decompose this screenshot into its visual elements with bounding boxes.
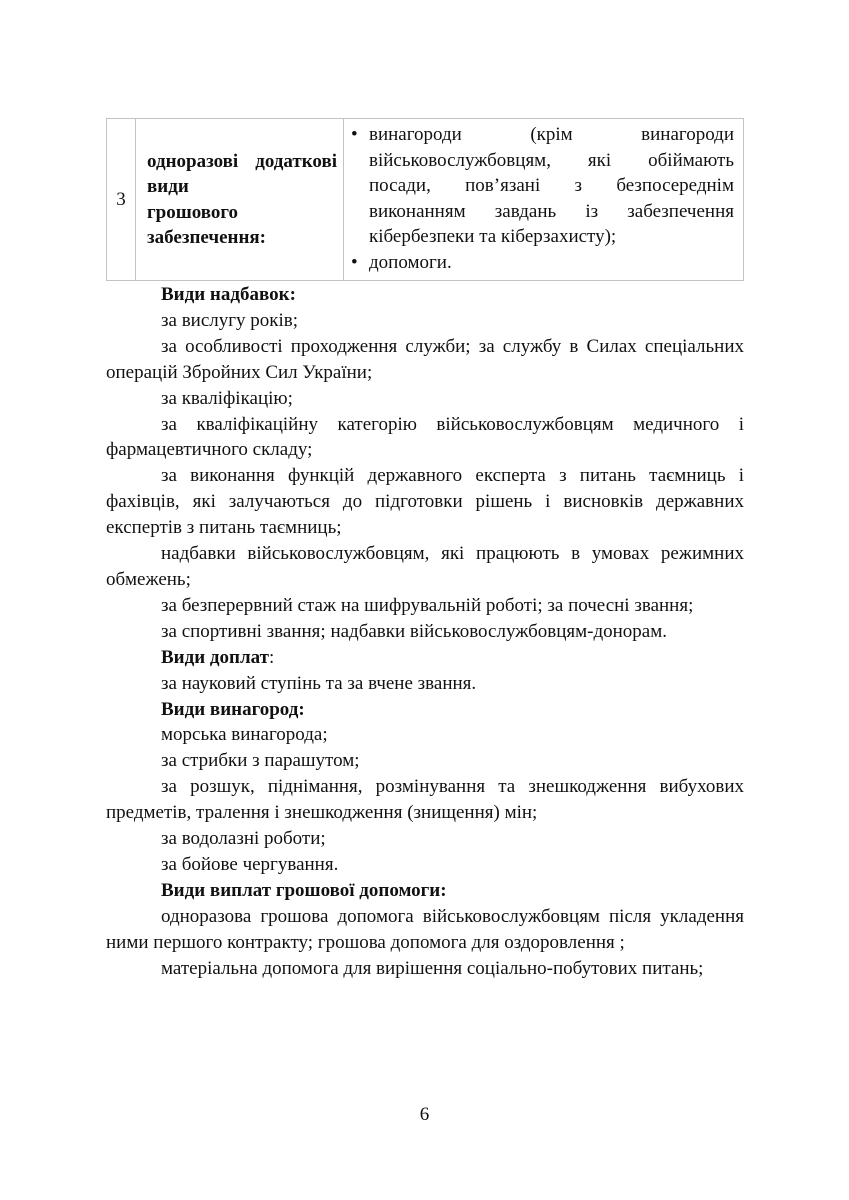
document-body xyxy=(106,282,744,981)
list-item xyxy=(351,122,734,250)
page-number: 6 xyxy=(419,1104,430,1125)
bullet-icon: • xyxy=(351,251,358,273)
table-row xyxy=(107,119,744,281)
section-heading: Види виплат грошової допомоги: xyxy=(161,879,447,901)
row-description xyxy=(344,119,744,281)
paragraph: за спортивні звання; надбавки військовослужбовцям-донорам. xyxy=(161,620,668,642)
bullet-icon: • xyxy=(351,124,358,145)
paragraph: одноразова грошова допомога військовослужбовцям після укладення ними першого контракту; грошова допомога для оздоровлення ; xyxy=(106,905,744,953)
row-title xyxy=(136,119,344,281)
paragraph: за особливості проходження служби; за службу в Силах спеціальних операцій Збройних Сил України; xyxy=(106,335,744,383)
section-heading-line xyxy=(106,645,744,671)
paragraph: за стрибки з парашутом; xyxy=(161,750,360,772)
bullet-text: винагороди (крім винагороди військовослужбовцям, які обіймають посади, пов’язані з безпосереднім виконанням завдань із забезпечення кібербезпеки та кіберзахисту); xyxy=(369,124,734,247)
paragraph: за бойове чергування. xyxy=(161,853,339,875)
paragraph: за водолазні роботи; xyxy=(161,828,326,850)
paragraph: матеріальна допомога для вирішення соціально-побутових питань; xyxy=(161,957,704,979)
allowance-table xyxy=(106,118,744,281)
row-number: 3 xyxy=(107,119,136,281)
paragraph: за розшук, піднімання, розмінування та знешкодження вибухових предметів, тралення і знешкодження (знищення) мін; xyxy=(106,776,744,824)
row-title-line: одноразові додаткові види xyxy=(147,150,337,197)
paragraph: за кваліфікаційну категорію військовослужбовцям медичного і фармацевтичного складу; xyxy=(106,413,744,461)
bullet-text: допомоги. xyxy=(369,251,452,273)
paragraph: за вислугу років; xyxy=(161,309,299,331)
paragraph: за науковий ступінь та за вчене звання. xyxy=(161,672,477,694)
row-title-line: грошового забезпечення: xyxy=(147,201,267,248)
paragraph: морська винагорода; xyxy=(161,724,328,746)
document-page xyxy=(106,118,744,981)
paragraph: надбавки військовослужбовцям, які працюють в умовах режимних обмежень; xyxy=(106,543,744,590)
paragraph: за виконання функцій державного експерта з питань таємниць і фахівців, які залучаються до підготовки рішень і висновків державних експертів з питань таємниць; xyxy=(106,465,744,539)
section-heading: Види винагород: xyxy=(161,698,305,720)
section-heading: Види надбавок: xyxy=(161,284,296,305)
section-heading: Види доплат xyxy=(161,646,269,668)
paragraph: за безперервний стаж на шифрувальній роботі; за почесні звання; xyxy=(161,594,694,616)
heading-suffix: : xyxy=(269,646,275,668)
paragraph: за кваліфікацію; xyxy=(161,387,293,409)
list-item xyxy=(351,250,734,276)
